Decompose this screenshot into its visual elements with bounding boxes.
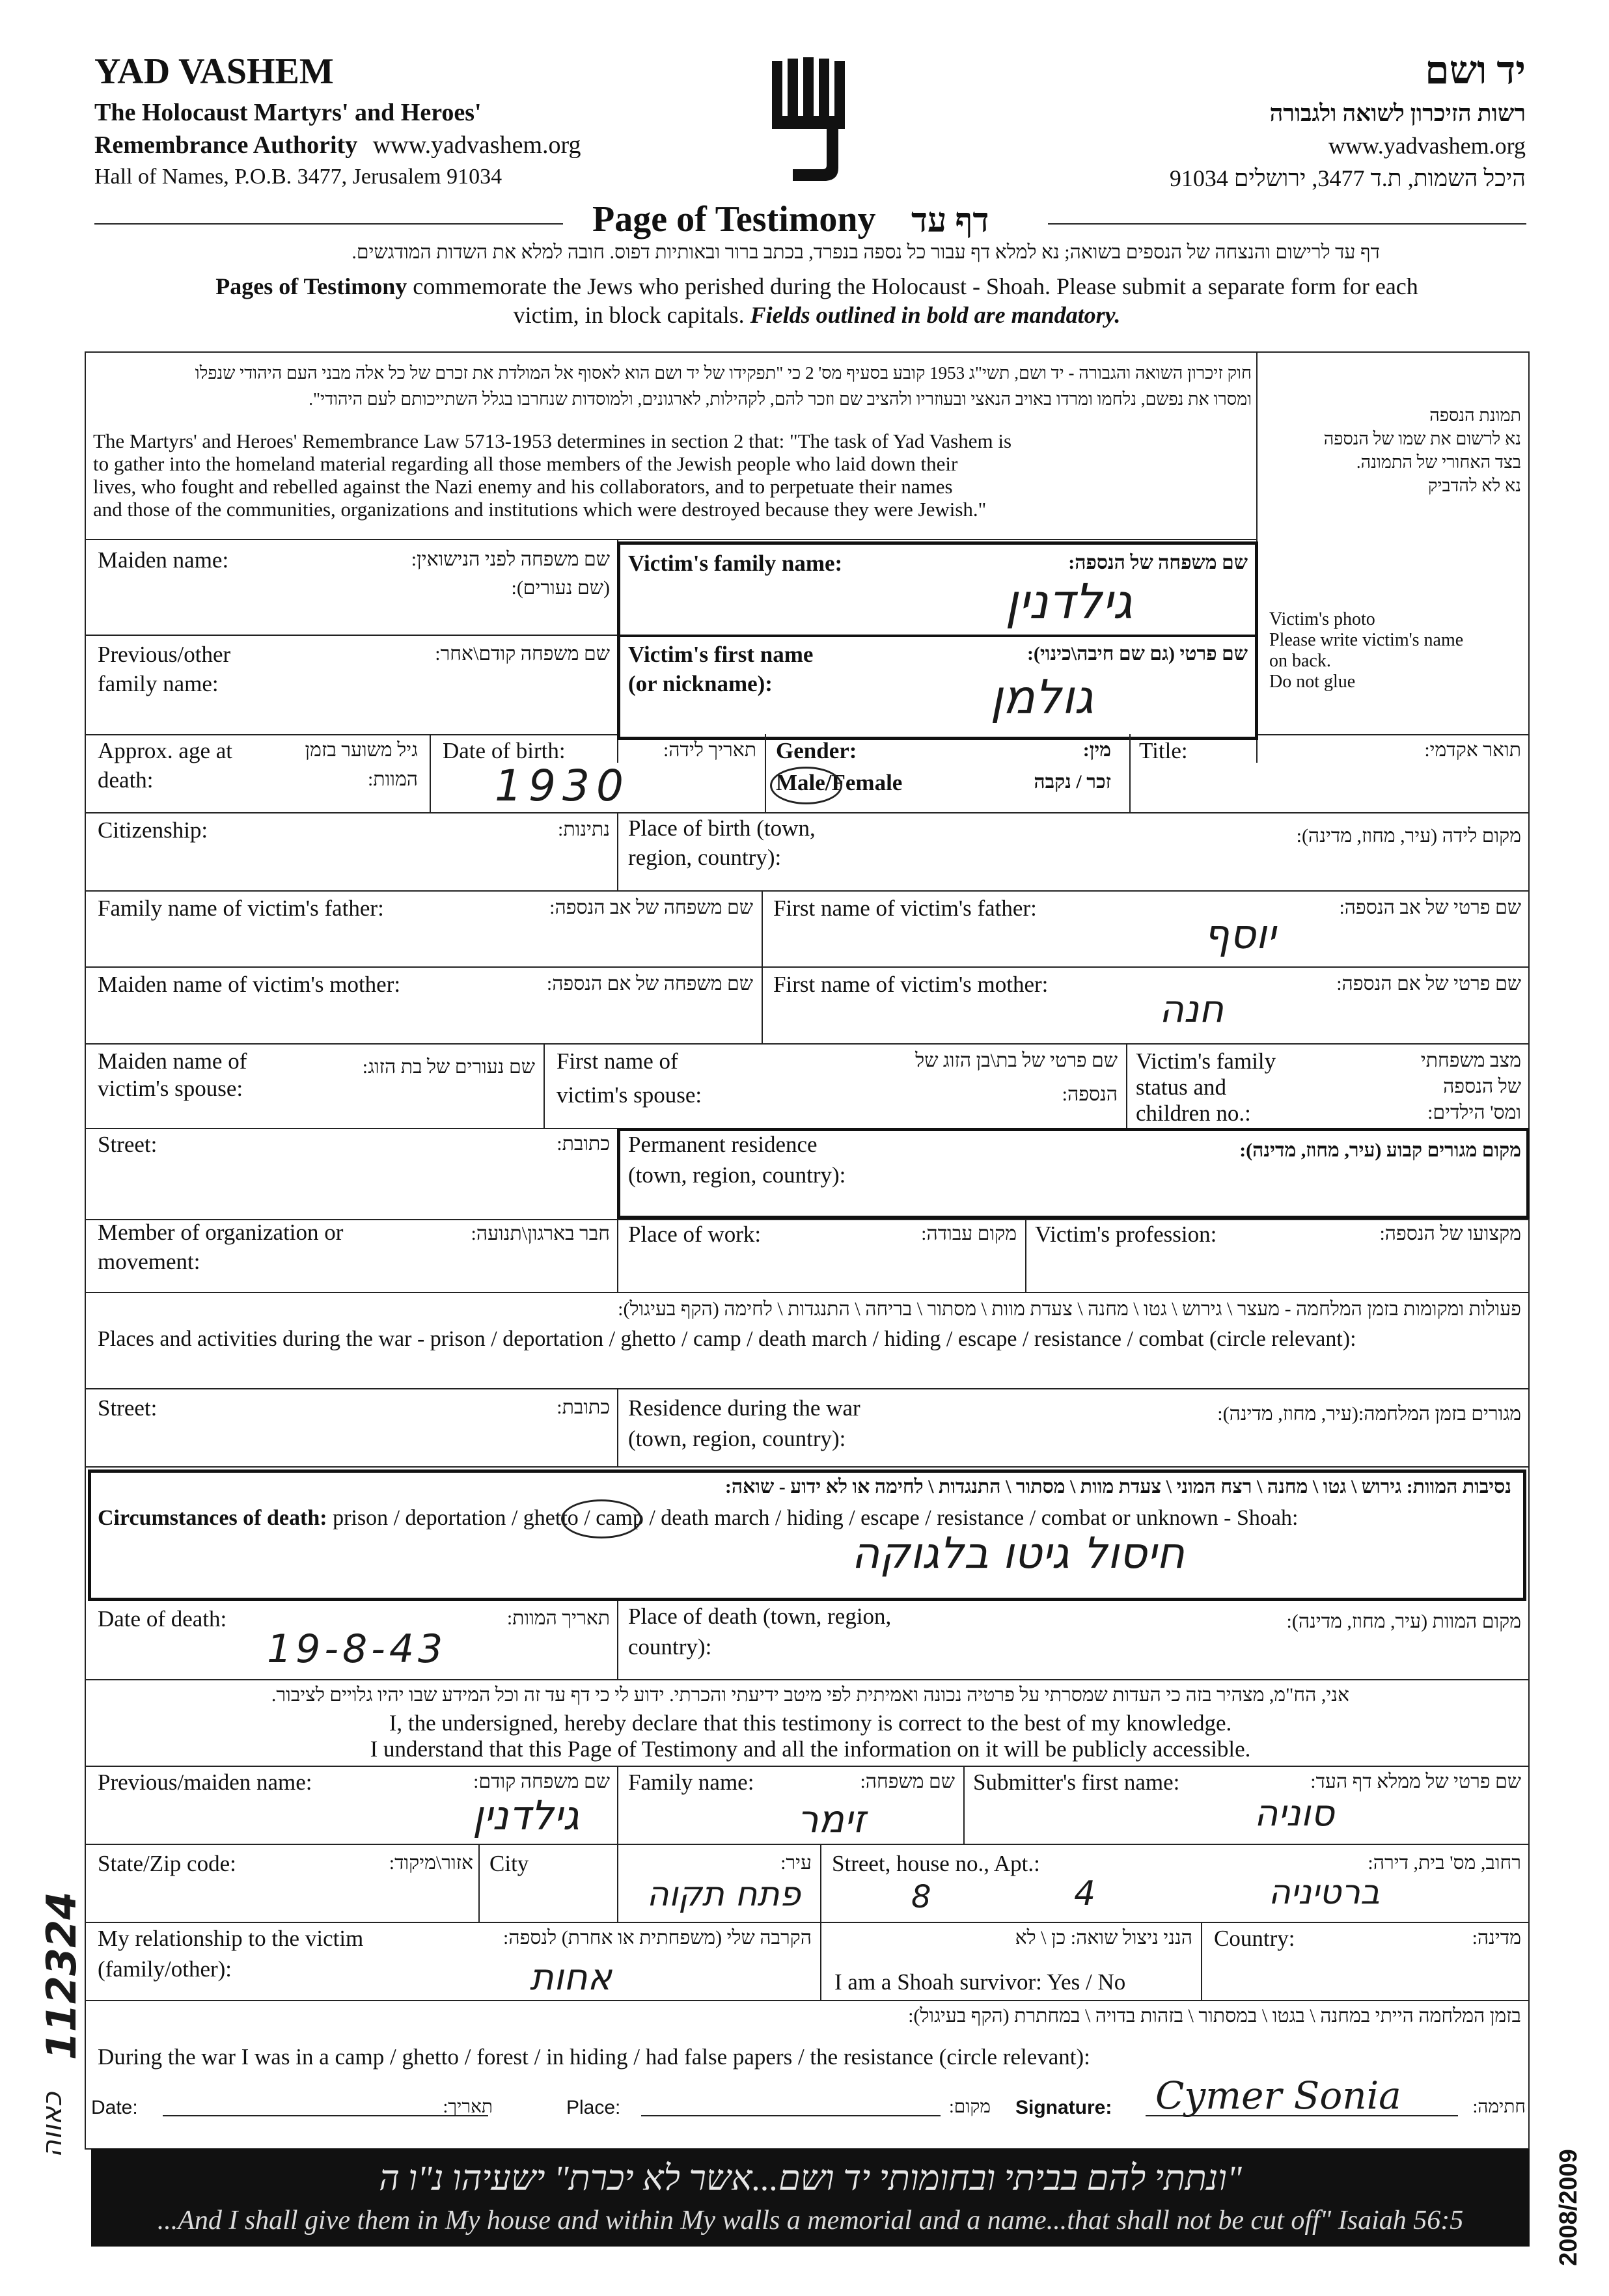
date-of-birth-he: תאריך לידה: [663,739,756,761]
street-war-he: כתובת: [557,1397,610,1418]
citizenship-label: Citizenship: [98,817,208,843]
residence-war-he: מגורים בזמן המלחמה:(עיר, מחוז, מדינה): [1217,1403,1521,1425]
organization-he: חבר בארגון\תנועה: [471,1223,610,1244]
photo-he-4: נא לא להדביק [1427,476,1521,495]
margin-note-wrap [20,2083,85,2174]
col-rel [820,1922,821,2000]
circumstances-en-options: prison / deportation / ghetto / camp / death march / hiding / escape / resistance / combat or unknown - Shoah: [327,1506,1299,1530]
victim-first-name-value[interactable]: גולמן [990,670,1093,724]
profession-he: מקצועו של הנספה: [1379,1223,1521,1244]
authority-en-2-row [94,130,581,160]
maiden-name-he-2: (שם נעורים): [511,577,610,599]
margin-note: כאווה [36,2092,68,2158]
col-sub-2 [963,1766,965,1844]
place-of-work-label: Place of work: [628,1222,762,1247]
col-age-dob [430,734,431,812]
mother-first-name-value[interactable]: חנה [1159,987,1224,1031]
row-divider-k [85,1679,1530,1680]
permanent-residence-he: מקום מגורים קבוע (עיר, מחוז, מדינה): [1239,1140,1521,1161]
place-label: Place: [566,2097,621,2118]
place-of-birth-label-2: region, country): [628,845,782,870]
intro-english-text-2: victim, in block capitals. [513,302,750,328]
family-status-label-2: status and [1136,1074,1227,1100]
col-citizenship [617,812,618,890]
address-en: Hall of Names, P.O.B. 3477, Jerusalem 91034 [94,165,502,189]
law-hebrew-2: ומסרו את נפשם, נלחמו ומרדו באויב הנאצי ובעוזריו ולהציב שם וזכר להם, לקהילות, לארגונים, ולמוסדות שנחרבו בגלל השתייכותם לעם היהודי". [309,389,1252,409]
row-divider-j [85,1466,1530,1468]
permanent-residence-label-2: (town, region, country): [628,1162,846,1188]
age-at-death-he-2: המוות: [367,769,418,790]
website-he: www.yadvashem.org [1328,133,1526,159]
archive-number-wrap [33,1874,91,2070]
law-bottom-rule [85,539,1256,540]
date-of-birth-value[interactable]: 1930 [495,761,630,811]
spouse-first-name-he-2: הנספה: [1062,1084,1118,1105]
father-first-name-label: First name of victim's father: [773,895,1037,921]
spouse-maiden-name-label-2: victim's spouse: [98,1076,243,1101]
submitter-family-name-label: Family name: [628,1770,754,1795]
place-of-death-he: מקום המוות (עיר, מחוז, מדינה): [1286,1611,1521,1632]
row-divider-c [85,890,1530,892]
age-at-death-label-2: death: [98,767,154,793]
victim-family-name-value[interactable]: גילדנין [1005,574,1133,630]
relationship-value[interactable]: אחות [529,1956,612,1999]
submitter-previous-name-label: Previous/maiden name: [98,1770,312,1795]
maiden-name-field[interactable] [195,602,586,628]
date-of-death-he: תאריך המוות: [506,1607,610,1629]
law-english-2: to gather into the homeland material regarding all those members of the Jewish people who laid down their [93,452,958,475]
previous-family-name-he: שם משפחה קודם\אחר: [435,643,610,664]
father-family-name-label: Family name of victim's father: [98,895,384,921]
father-first-name-he: שם פרטי של אב הנספה: [1339,897,1521,918]
date-of-birth-label: Date of birth: [443,738,566,763]
places-activities-field[interactable] [98,1357,1517,1383]
family-status-label-3: children no.: [1136,1100,1251,1126]
victim-first-name-he: שם פרטי (גם שם חיבה\כינוי): [1026,643,1248,664]
country-he: מדינה: [1472,1927,1521,1948]
row-divider-a [85,734,617,735]
col-spouse-1 [543,1043,545,1128]
col-spouse-2 [1126,1043,1127,1128]
victim-first-name-label-2: (or nickname): [628,671,773,696]
family-status-he-1: מצב משפחתי [1420,1050,1521,1071]
photo-he-3: בצד האחורי של התמונה. [1356,452,1521,472]
photo-en-3: on back. [1269,651,1331,671]
submitter-first-name-label: Submitter's first name: [973,1770,1180,1795]
row-divider-n [85,1922,1530,1923]
submitter-first-name-value[interactable]: סוניה [1254,1792,1334,1835]
spouse-maiden-name-label-1: Maiden name of [98,1048,247,1074]
row-divider-prev [85,635,617,636]
places-activities-en[interactable]: Places and activities during the war - prison / deportation / ghetto / camp / death march / hiding / escape / resistance / combat (circle relevant): [98,1327,1356,1351]
place-line[interactable] [641,2115,941,2116]
gender-options[interactable]: Male/Female [776,770,903,795]
profession-label: Victim's profession: [1035,1222,1217,1247]
spouse-first-name-label-1: First name of [557,1048,678,1074]
row-divider-d [85,966,1530,968]
photo-he-2: נא לרשום את שמו של הנספה [1323,429,1521,448]
city-he: עיר: [780,1852,812,1874]
city-label: City [489,1851,529,1876]
row-divider-o [85,2000,1530,2001]
residence-war-label-1: Residence during the war [628,1395,860,1421]
street-address-he: רחוב, מס' בית, דירה: [1368,1852,1521,1874]
form-title-he: דף עד [911,202,989,239]
family-status-he-2: של הנספה [1443,1076,1521,1097]
intro-english-bold: Pages of Testimony [215,273,407,299]
place-of-birth-he: מקום לידה (עיר, מחוז, מדינה): [1296,825,1521,847]
photo-en-1: Victim's photo [1269,609,1375,629]
street-he: כתובת: [557,1133,610,1155]
form-title-en: Page of Testimony [592,199,876,239]
father-family-name-he: שם משפחה של אב הנספה: [549,897,753,918]
row-divider-i [85,1388,1530,1389]
submitter-family-name-he: שם משפחה: [860,1771,955,1792]
place-of-work-he: מקום עבודה: [921,1223,1017,1244]
signature-label: Signature: [1015,2097,1112,2118]
col-work [1025,1219,1026,1292]
survivor-en[interactable]: I am a Shoah survivor: Yes / No [834,1969,1126,1995]
victim-family-name-he: שם משפחה של הנספה: [1068,552,1248,573]
during-war-en[interactable]: During the war I was in a camp / ghetto / forest / in hiding / had false papers / the resistance (circle relevant): [98,2044,1090,2070]
gender-he-2: זכר / נקבה [1034,771,1111,793]
title-he: תואר אקדמי: [1424,739,1521,761]
city-value[interactable]: פתח תקוה [646,1875,801,1914]
col-war-res [617,1388,618,1466]
street-apt-number[interactable]: 4 [1074,1874,1096,1913]
spouse-maiden-name-he: שם נעורים של בת הזוג: [362,1056,535,1078]
signature-value[interactable]: Cymer Sonia [1155,2073,1401,2118]
place-he: מקום: [949,2097,991,2117]
submitter-first-name-he: שם פרטי של ממלא דף העד: [1310,1771,1521,1792]
mother-first-name-he: שם פרטי של אם הנספה: [1336,973,1521,994]
zip-label: State/Zip code: [98,1851,236,1876]
previous-family-name-label-1: Previous/other [98,642,231,667]
gender-label: Gender: [776,738,857,763]
header-rule-right [1048,223,1526,225]
col-zip [478,1844,480,1922]
country-label: Country: [1214,1926,1295,1951]
row-divider-h [85,1292,1530,1293]
father-first-name-value[interactable]: יוסף [1203,910,1276,958]
declaration-en-1: I, the undersigned, hereby declare that this testimony is correct to the best of my knowledge. [389,1710,1232,1736]
relationship-label-2: (family/other): [98,1956,232,1982]
citizenship-he: נתינות: [558,819,610,840]
mother-maiden-name-label: Maiden name of victim's mother: [98,972,401,997]
street-address-label: Street, house no., Apt.: [832,1851,1040,1876]
previous-family-name-field[interactable] [273,670,599,696]
submitter-family-name-value[interactable]: זימר [797,1797,866,1841]
date-he: תאריך: [443,2097,493,2117]
places-activities-he: פעולות ומקומות בזמן המלחמה - מעצר \ גירוש \ גטו \ מחנה \ צעדת מוות \ מסתור \ בריחה \ התנגדות \ לחימה (הקף בעיגול): [618,1298,1521,1320]
photo-en-4: Do not glue [1269,672,1356,692]
footer-english-quote: ...And I shall give them in My house and within My walls a memorial and a name...that shall not be cut off" Isaiah 56:5 [157,2206,1464,2235]
col-gender-title [1129,734,1131,812]
victim-family-name-label: Victim's family name: [628,551,843,576]
law-english-1: The Martyrs' and Heroes' Remembrance Law 5713-1953 determines in section 2 that: "The task of Yad Vashem is [93,430,1012,452]
organization-label-2: movement: [98,1249,200,1274]
row-divider-e [85,1043,1530,1045]
zip-he: אזור\מיקוד: [389,1852,473,1874]
authority-he: רשות הזיכרון לשואה ולגבורה [1269,100,1526,126]
archive-number: 112324 [38,1891,85,2060]
previous-family-name-label-2: family name: [98,671,219,696]
col-city [820,1844,821,1922]
row-divider-m [85,1844,1530,1845]
stamp-wrap [1536,2128,1601,2291]
year-stamp: 2008/2009 [1555,2149,1582,2266]
circumstances-value[interactable]: חיסול גיטו בלגוקה [851,1528,1185,1578]
maiden-name-he-1: שם משפחה לפני הנישואין: [411,549,610,570]
law-english-3: lives, who fought and rebelled against the Nazi enemy and his collaborators, and to perpetuate their names [93,475,953,498]
col-survivor [1201,1922,1202,2000]
place-of-death-label-1: Place of death (town, region, [628,1604,892,1629]
during-war-he: בזמן המלחמה הייתי במחנה \ בגטו \ במסתור \ בזהות בדויה \ במחתרת (הקף בעיגול): [908,2005,1521,2027]
family-status-label-1: Victim's family [1136,1048,1276,1074]
submitter-previous-name-he: שם משפחה קודם: [473,1771,610,1792]
intro-english-2 [107,301,1526,329]
photo-he-1: תמונת הנספה [1429,405,1521,425]
street-war-label: Street: [98,1395,158,1421]
relationship-label-1: My relationship to the victim [98,1926,364,1951]
mother-maiden-name-he: שם משפחה של אם הנספה: [546,973,753,994]
title-label: Title: [1139,738,1188,763]
date-of-death-value[interactable]: 19-8-43 [267,1626,447,1672]
authority-en-1: The Holocaust Martyrs' and Heroes' [94,99,482,126]
org-name-en: YAD VASHEM [94,51,334,92]
circumstances-en-label: Circumstances of death: [98,1506,327,1530]
intro-english-1 [107,272,1526,301]
mother-first-name-label: First name of victim's mother: [773,972,1049,997]
age-at-death-label-1: Approx. age at [98,738,233,763]
signature-he: חתימה: [1472,2097,1526,2117]
law-hebrew-1: חוק זיכרון השואה והגבורה - יד ושם, תשי"ג 1953 קובע בסעיף מס' 2 כי "תפקידו של יד ושם הוא לאסוף אל המולדת את זכרם של כל אלה מבני העם היהודי שנפלו [195,363,1252,383]
street-name-value[interactable]: ברטיניה [1268,1873,1380,1912]
footer-hebrew-quote: "ונתתי להם בביתי ובחומותי יד ושם...אשר לא יכרת" ישעיהו נ"ו ה [379,2159,1242,2198]
intro-hebrew: דף עד לרישום והנצחה של הנספים בשואה; נא למלא דף עבור כל נספה בנפרד, בכתב ברור ובאותיות דפוס. חובה למלא את השדות המודגשים. [351,241,1380,263]
gender-male-circle [770,767,842,804]
gender-he-1: מין: [1082,739,1111,761]
place-of-death-label-2: country): [628,1634,712,1660]
relationship-he: הקרבה שלי (משפחתית או אחרת) לנספה: [503,1927,812,1948]
date-of-death-label: Date of death: [98,1606,227,1632]
address-he: היכל השמות, ת.ד 3477, ירושלים 91034 [1169,165,1526,191]
street-label: Street: [98,1132,158,1157]
declaration-he: אני, הח"מ, מצהיר בזה כי העדות שמסרתי על פרטיה נכונה ואמיתית לפי מיטב ידיעתי והכרתי. ידוע לי כי דף עד זה וכל המידע שבו יהיו גלויים לציבור. [271,1684,1350,1706]
street-house-number[interactable]: 8 [911,1879,931,1915]
intro-english-mandatory: Fields outlined in bold are mandatory. [750,302,1121,328]
row-divider-a2 [1258,734,1530,735]
place-of-birth-label-1: Place of birth (town, [628,815,816,841]
maiden-name-label: Maiden name: [98,547,229,573]
yad-vashem-logo [767,57,858,187]
footer-banner [91,2149,1530,2247]
website-en: www.yadvashem.org [372,131,581,159]
intro-english-text-1: commemorate the Jews who perished during the Holocaust - Shoah. Please submit a separate form for each [407,273,1418,299]
org-name-he: יד ושם [1425,49,1526,92]
victim-name-divider [617,635,1258,637]
col-death [617,1601,618,1679]
photo-en-2: Please write victim's name [1269,630,1464,650]
survivor-he: הנני ניצול שואה: כן \ לא [1015,1927,1192,1948]
col-dob-gender [765,734,766,812]
authority-en-2: Remembrance Authority [94,131,358,159]
spouse-first-name-label-2: victim's spouse: [557,1082,702,1108]
permanent-residence-label-1: Permanent residence [628,1132,818,1157]
victim-first-name-label-1: Victim's first name [628,642,814,667]
col-org [617,1219,618,1292]
date-label: Date: [91,2097,138,2118]
circumstances-he: נסיבות המוות: גירוש \ גטו \ מחנה \ רצח המוני \ צעדת מוות \ מסתור \ התנגדות \ לחימה או לא ידוע - שואה: [724,1476,1511,1497]
residence-war-label-2: (town, region, country): [628,1426,846,1451]
declaration-en-2: I understand that this Page of Testimony and all the information on it will be publicly accessible. [370,1736,1251,1762]
spouse-first-name-he-1: שם פרטי של בת\בן הזוג של [915,1050,1118,1071]
row-divider-b [85,812,1530,813]
organization-label-1: Member of organization or [98,1220,344,1245]
header-rule-left [94,223,563,225]
menorah-logo-icon [767,57,858,187]
age-at-death-he-1: גיל משוער בזמן [305,739,418,761]
law-english-4: and those of the communities, organizations and institutions which were destroyed because they were Jewish." [93,498,987,521]
row-divider-l [85,1766,1530,1767]
date-line[interactable] [163,2115,488,2116]
submitter-previous-name-value[interactable]: גילדנין [472,1792,579,1839]
family-status-he-3: ומס' הילדים: [1427,1102,1521,1123]
